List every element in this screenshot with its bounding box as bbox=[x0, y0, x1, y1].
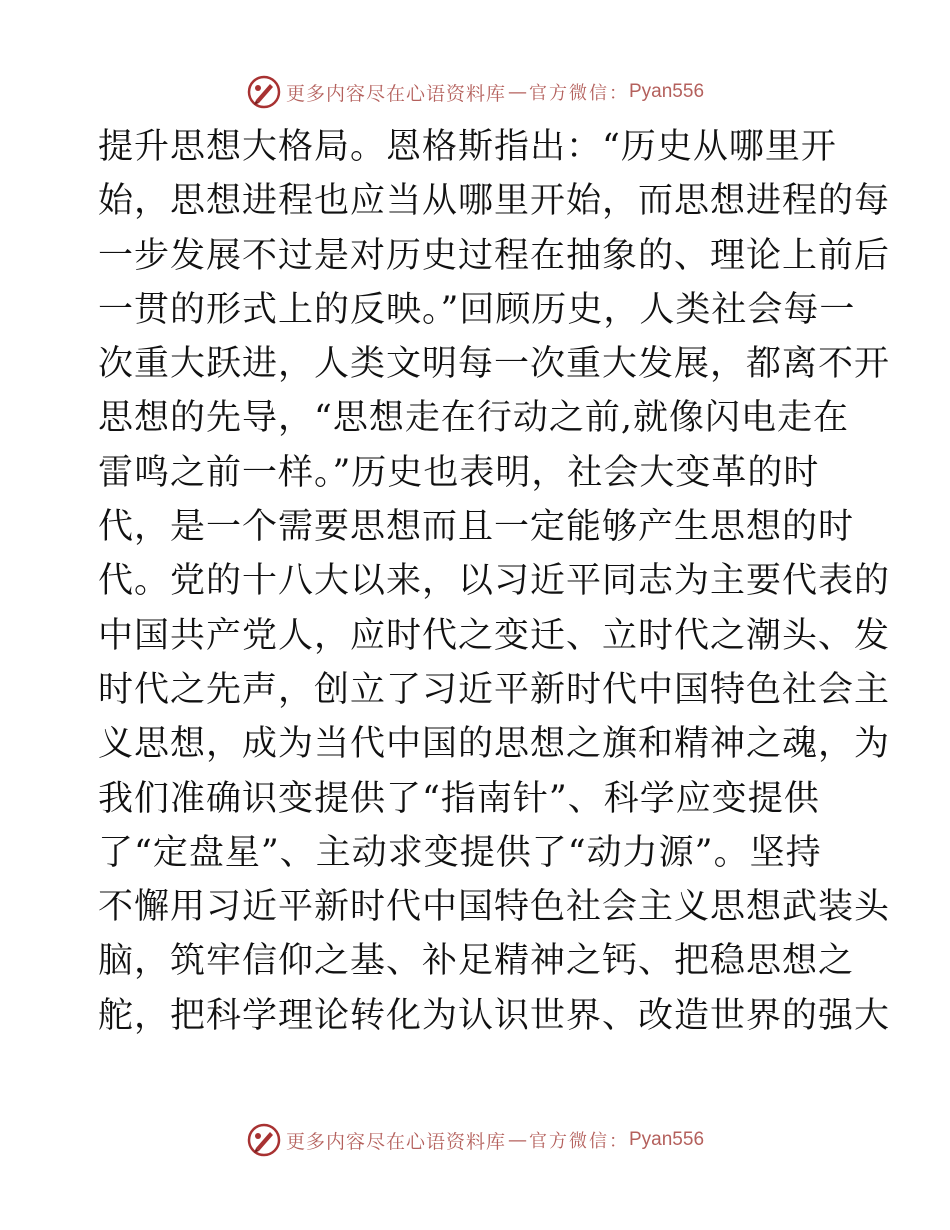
header-banner bbox=[0, 72, 950, 112]
pen-logo-icon bbox=[246, 1122, 282, 1158]
body-line: 思想的先导，“思想走在行动之前,就像闪电走在 bbox=[98, 398, 850, 439]
document-body bbox=[98, 120, 891, 1043]
pen-logo-icon bbox=[246, 74, 282, 110]
body-line: 代，是一个需要思想而且一定能够产生思想的时 bbox=[98, 507, 855, 548]
header-separator: — bbox=[508, 81, 527, 103]
body-line: 代。党的十八大以来，以习近平同志为主要代表的 bbox=[98, 561, 891, 602]
header-wechat-id: Pyan556 bbox=[629, 81, 705, 102]
footer-banner bbox=[0, 1120, 950, 1160]
body-line: 我们准确识变提供了“指南针”、科学应变提供 bbox=[98, 778, 820, 819]
footer-wechat-label: 官方微信： bbox=[529, 1131, 629, 1152]
body-line: 舵，把科学理论转化为认识世界、改造世界的强大 bbox=[98, 995, 891, 1036]
body-line: 提升思想大格局。恩格斯指出：“历史从哪里开 bbox=[98, 127, 837, 167]
body-line: 时代之先声，创立了习近平新时代中国特色社会主 bbox=[98, 669, 891, 710]
footer-wechat-id: Pyan556 bbox=[629, 1129, 705, 1150]
body-line: 雷鸣之前一样。”历史也表明，社会大变革的时 bbox=[98, 452, 820, 493]
header-wechat-label: 官方微信： bbox=[529, 83, 629, 104]
body-line: 了“定盘星”、主动求变提供了“动力源”。坚持 bbox=[98, 832, 822, 873]
body-line: 一贯的形式上的反映。”回顾历史，人类社会每一 bbox=[98, 289, 856, 330]
body-line: 始，思想进程也应当从哪里开始，而思想进程的每 bbox=[98, 181, 891, 222]
body-line: 中国共产党人，应时代之变迁、立时代之潮头、发 bbox=[98, 615, 891, 656]
body-line: 不懈用习近平新时代中国特色社会主义思想武装头 bbox=[98, 887, 891, 928]
body-line: 一步发展不过是对历史过程在抽象的、理论上前后 bbox=[98, 235, 891, 276]
body-line: 次重大跃进，人类文明每一次重大发展，都离不开 bbox=[98, 344, 891, 385]
footer-title: 更多内容尽在心语资料库 bbox=[285, 1130, 506, 1153]
header-title: 更多内容尽在心语资料库 bbox=[285, 82, 506, 105]
footer-separator: — bbox=[508, 1129, 527, 1151]
body-line: 义思想，成为当代中国的思想之旗和精神之魂，为 bbox=[98, 724, 891, 765]
body-line: 脑，筑牢信仰之基、补足精神之钙、把稳思想之 bbox=[98, 941, 855, 982]
